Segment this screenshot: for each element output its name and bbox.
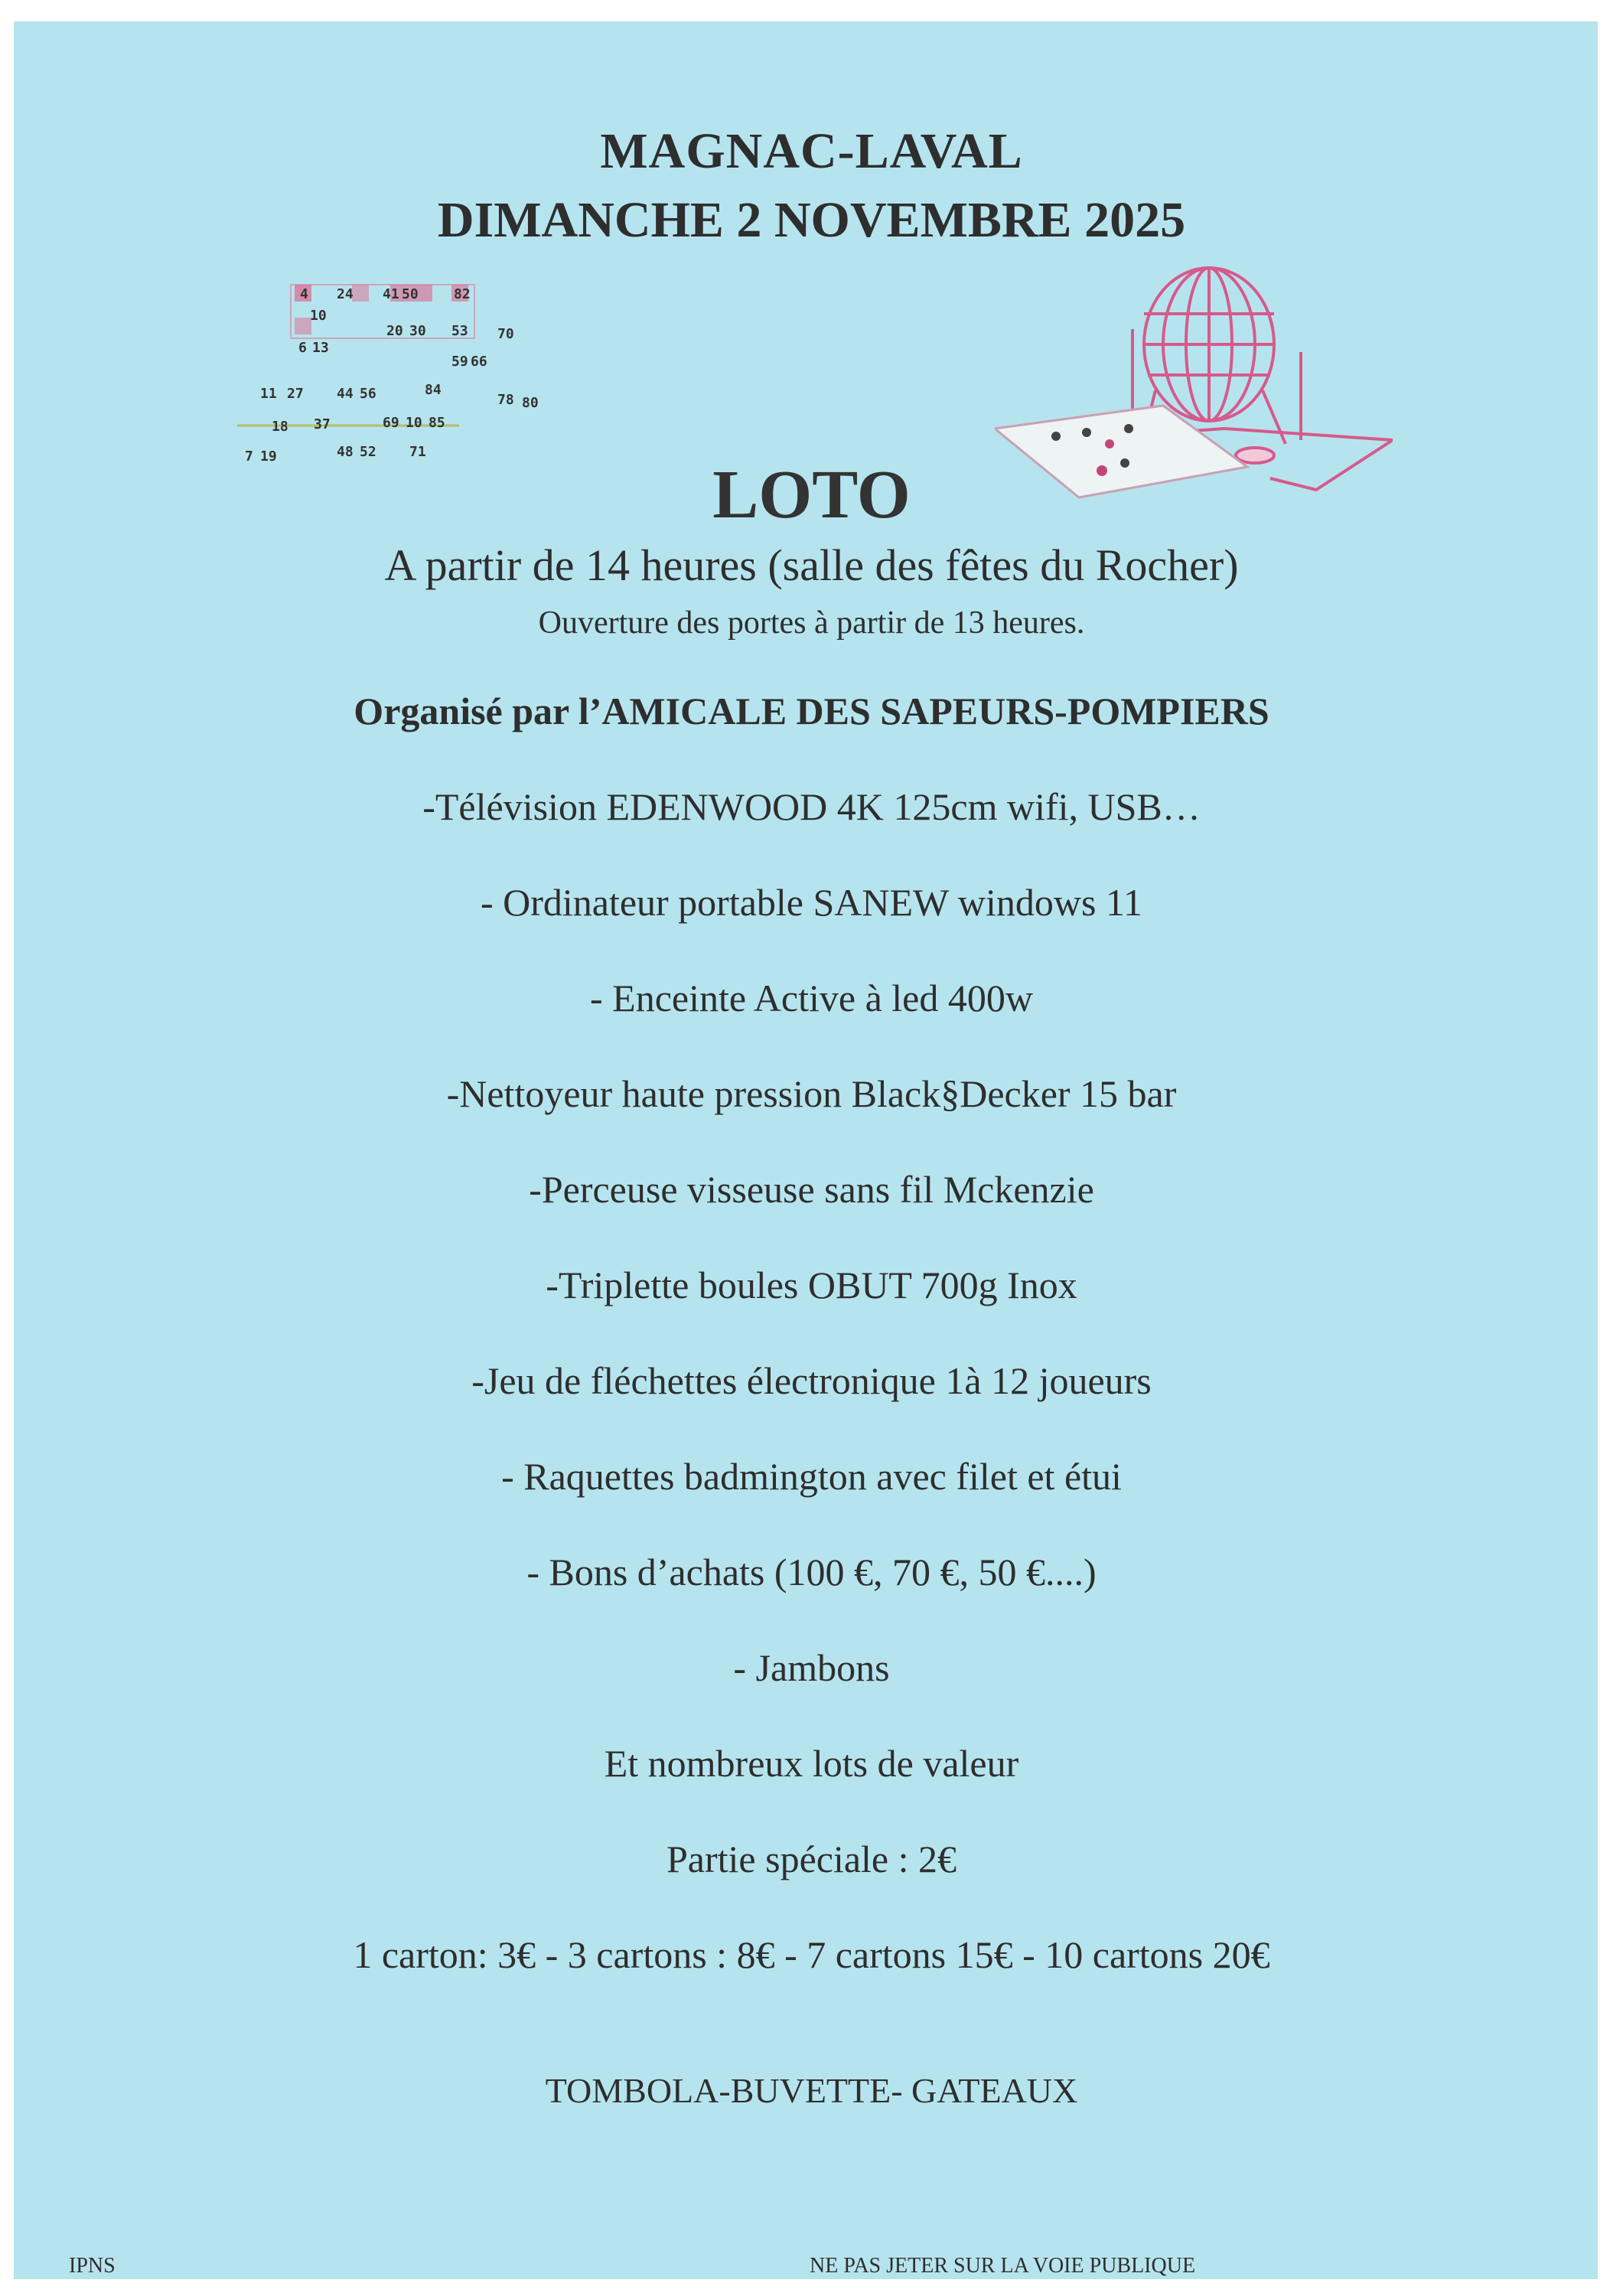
card-number: 48	[337, 444, 354, 460]
event-date: DIMANCHE 2 NOVEMBRE 2025	[437, 192, 1186, 248]
extras-line: TOMBOLA-BUVETTE- GATEAUX	[545, 2071, 1078, 2110]
card-number: 18	[272, 419, 288, 435]
prize-item: -Triplette boules OBUT 700g Inox	[546, 1264, 1077, 1306]
card-number: 4	[300, 286, 308, 302]
card-number: 59	[451, 354, 468, 370]
card-number: 50	[402, 286, 419, 302]
prize-item: -Perceuse visseuse sans fil Mckenzie	[529, 1168, 1094, 1211]
footer-right: NE PAS JETER SUR LA VOIE PUBLIQUE	[810, 2254, 1196, 2278]
card-number: 84	[425, 382, 442, 398]
card-number: 85	[429, 415, 445, 431]
city-title: MAGNAC-LAVAL	[600, 123, 1023, 179]
card-number: 44	[337, 386, 354, 402]
prize-item: -Nettoyeur haute pression Black§Decker 15 bar	[446, 1072, 1177, 1115]
doors-opening: Ouverture des portes à partir de 13 heures.	[538, 605, 1085, 641]
card-number: 71	[409, 444, 426, 460]
organizer: Organisé par l’AMICALE DES SAPEURS-POMPIERS	[354, 690, 1269, 732]
card-number: 70	[497, 326, 514, 342]
card-number: 24	[337, 286, 354, 302]
prize-item: - Ordinateur portable SANEW windows 11	[480, 881, 1143, 924]
prize-item: -Télévision EDENWOOD 4K 125cm wifi, USB…	[422, 785, 1201, 828]
card-number: 37	[314, 416, 331, 432]
card-number: 19	[260, 448, 277, 465]
card-number: 10	[310, 308, 327, 324]
bingo-card-illustration	[237, 276, 559, 475]
card-number: 52	[360, 444, 376, 460]
prize-item: - Bons d’achats (100 €, 70 €, 50 €....)	[526, 1551, 1097, 1593]
prize-item: - Raquettes badmington avec filet et étui	[501, 1455, 1122, 1498]
prize-item: Partie spéciale : 2€	[666, 1838, 957, 1880]
start-time: A partir de 14 heures (salle des fêtes du Rocher)	[384, 540, 1239, 590]
card-number: 56	[360, 386, 376, 402]
card-number: 20	[386, 323, 403, 339]
card-number: 10	[406, 415, 422, 431]
prize-item: - Enceinte Active à led 400w	[590, 977, 1033, 1019]
card-number: 53	[451, 323, 468, 339]
card-number: 30	[409, 323, 426, 339]
card-number: 6	[298, 340, 307, 356]
card-number: 78	[497, 392, 514, 408]
card-number: 66	[471, 354, 487, 370]
card-number: 80	[522, 395, 539, 411]
card-number: 69	[383, 415, 399, 431]
pricing-line: 1 carton: 3€ - 3 cartons : 8€ - 7 cartons 15€ - 10 cartons 20€	[353, 1933, 1270, 1976]
card-number: 27	[287, 386, 304, 402]
card-number: 13	[312, 340, 329, 356]
card-number: 7	[245, 448, 253, 465]
footer-left: IPNS	[69, 2254, 116, 2278]
card-number: 82	[454, 286, 471, 302]
event-title: LOTO	[712, 457, 911, 533]
prize-item: Et nombreux lots de valeur	[604, 1742, 1019, 1785]
prize-item: -Jeu de fléchettes électronique 1à 12 joueurs	[471, 1359, 1152, 1402]
card-number: 11	[260, 386, 277, 402]
prize-item: - Jambons	[733, 1646, 890, 1689]
card-number: 41	[383, 286, 399, 302]
